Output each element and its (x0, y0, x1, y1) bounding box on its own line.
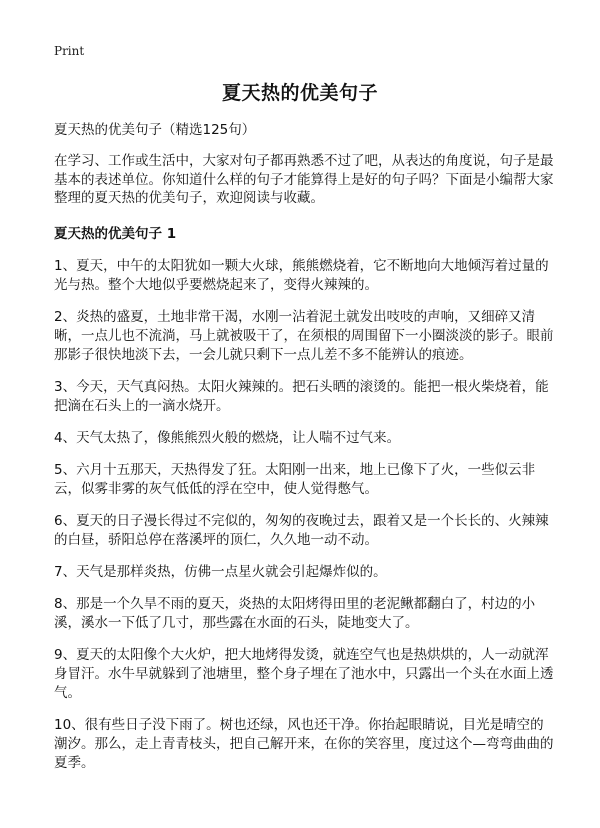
section-heading: 夏天热的优美句子 1 (54, 225, 177, 242)
article-body (54, 121, 554, 786)
sentence-item: 1、夏天，中午的太阳犹如一颗大火球，熊熊燃烧着，它不断地向大地倾泻着过量的光与热。整个大地似乎要燃烧起来了，变得火辣辣的。 (54, 257, 549, 293)
sentence-item: 4、天气太热了，像熊熊烈火般的燃烧，让人喘不过气来。 (54, 429, 401, 446)
sentence-item: 10、很有些日子没下雨了。树也还绿，风也还干净。你抬起眼睛说，目光是晴空的潮汐。那么，走上青青枝头，把自己解开来，在你的笑容里，度过这个—弯弯曲曲的夏季。 (54, 716, 554, 771)
sentence-item: 5、六月十五那天，天热得发了狂。太阳刚一出来，地上已像下了火，一些似云非云，似雾非雾的灰气低低的浮在空中，使人觉得憋气。 (54, 461, 536, 497)
print-link[interactable]: Print (54, 44, 85, 58)
sentence-item: 2、炎热的盛夏，土地非常干渴，水刚一沾着泥土就发出吱吱的声响，又细碎又清晰，一点儿也不流淌，马上就被吸干了，在须根的周围留下一小圈淡淡的影子。眼前那影子很快地淡下去，一会儿就只剩下一点儿差不多不能辨认的痕迹。 (54, 308, 554, 363)
sentence-item: 9、夏天的太阳像个大火炉，把大地烤得发烫，就连空气也是热烘烘的，人一动就浑身冒汗。水牛早就躲到了池塘里，整个身子埋在了池水中，只露出一个头在水面上透气。 (54, 646, 554, 701)
intro-paragraph: 在学习、工作或生活中，大家对句子都再熟悉不过了吧，从表达的角度说，句子是最基本的表述单位。你知道什么样的句子才能算得上是好的句子吗？下面是小编帮大家整理的夏天热的优美句子，欢迎阅读与收藏。 (54, 153, 554, 206)
article-subtitle: 夏天热的优美句子（精选125句） (54, 122, 256, 138)
sentence-list (54, 257, 554, 773)
sentence-item: 8、那是一个久旱不雨的夏天，炎热的太阳烤得田里的老泥鳅都翻白了，村边的小溪，溪水一下低了几寸，那些露在水面的石头，陡地变大了。 (54, 595, 536, 631)
page-title: 夏天热的优美句子 (221, 82, 378, 104)
sentence-item: 7、天气是那样炎热，仿佛一点星火就会引起爆炸似的。 (54, 563, 387, 580)
sentence-item: 3、今天，天气真闷热。太阳火辣辣的。把石头晒的滚烫的。能把一根火柴烧着，能把滴在石头上的一滴水烧开。 (54, 378, 549, 414)
sentence-item: 6、夏天的日子漫长得过不完似的，匆匆的夜晚过去，跟着又是一个长长的、火辣辣的白昼，骄阳总停在落溪坪的顶仁，久久地一动不动。 (54, 512, 549, 548)
